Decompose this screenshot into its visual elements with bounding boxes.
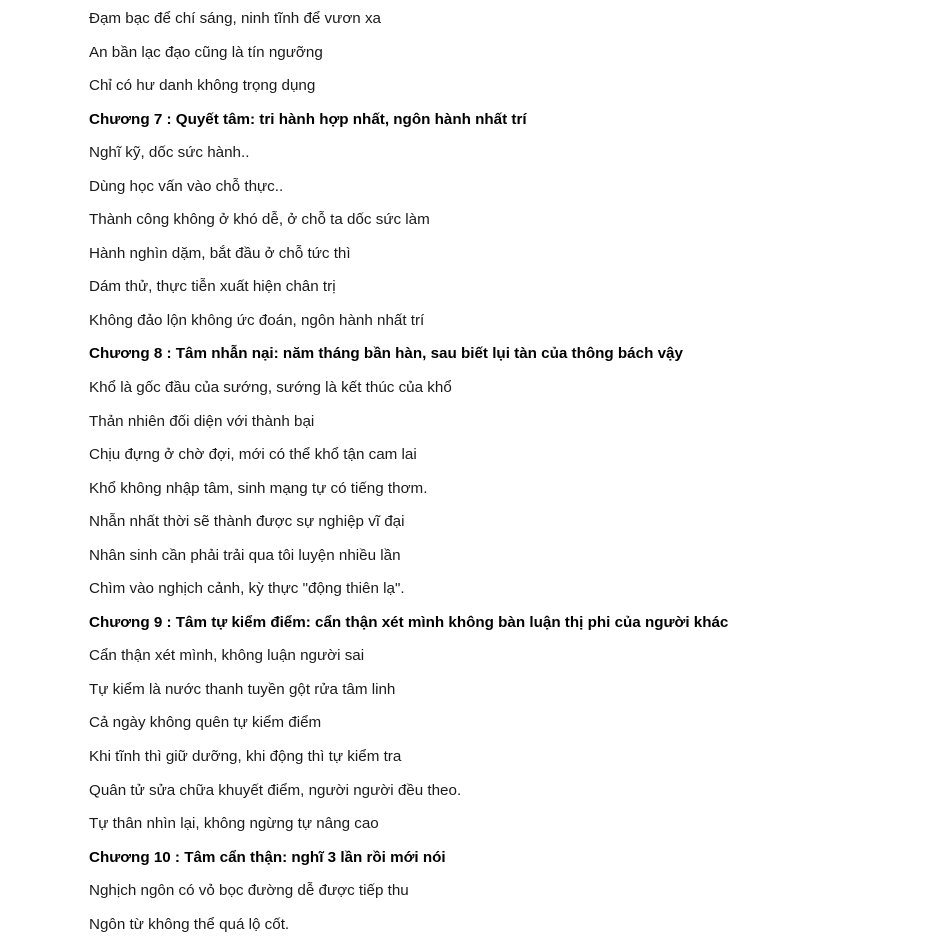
- text-line: Nghĩ kỹ, dốc sức hành..: [89, 144, 250, 162]
- text-line: Ngôn từ không thể quá lộ cốt.: [89, 915, 290, 933]
- text-line: Tự thân nhìn lại, không ngừng tự nâng cao: [89, 815, 379, 833]
- text-line: Cẩn thận xét mình, không luận người sai: [89, 647, 365, 665]
- text-line: Nhân sinh cần phải trải qua tôi luyện nhiều lần: [89, 546, 401, 564]
- text-line: Dám thử, thực tiễn xuất hiện chân trị: [89, 278, 336, 296]
- text-line: Quân tử sửa chữa khuyết điểm, người người đều theo.: [89, 781, 462, 799]
- text-line: Khi tĩnh thì giữ dưỡng, khi động thì tự kiểm tra: [89, 748, 402, 766]
- text-line: Khổ là gốc đầu của sướng, sướng là kết thúc của khổ: [89, 379, 452, 397]
- text-line: Tự kiểm là nước thanh tuyền gột rửa tâm linh: [89, 680, 396, 698]
- document-body: [89, 5, 929, 944]
- chapter-heading: Chương 8 : Tâm nhẫn nại: năm tháng bần hàn, sau biết lụi tàn của thông bách vậy: [89, 345, 683, 363]
- text-line: Không đảo lộn không ức đoán, ngôn hành nhất trí: [89, 311, 425, 329]
- text-line: Chìm vào nghịch cảnh, kỳ thực "động thiên lạ".: [89, 580, 405, 598]
- text-line: Dùng học vấn vào chỗ thực..: [89, 177, 284, 195]
- text-line: Hành nghìn dặm, bắt đầu ở chỗ tức thì: [89, 244, 351, 262]
- chapter-heading: Chương 10 : Tâm cẩn thận: nghĩ 3 lần rồi mới nói: [89, 848, 446, 866]
- text-line: Nghịch ngôn có vỏ bọc đường dễ được tiếp thu: [89, 882, 409, 900]
- text-line: Cả ngày không quên tự kiểm điểm: [89, 714, 322, 732]
- text-line: Khổ không nhập tâm, sinh mạng tự có tiếng thơm.: [89, 479, 428, 497]
- text-line: Chịu đựng ở chờ đợi, mới có thể khổ tận cam lai: [89, 446, 417, 464]
- text-line: Đạm bạc để chí sáng, ninh tĩnh để vươn xa: [89, 10, 381, 27]
- text-line: An bần lạc đạo cũng là tín ngưỡng: [89, 43, 323, 61]
- chapter-heading: Chương 7 : Quyết tâm: tri hành hợp nhất, ngôn hành nhất trí: [89, 110, 527, 128]
- text-line: Chỉ có hư danh không trọng dụng: [89, 77, 316, 95]
- text-line: Thành công không ở khó dễ, ở chỗ ta dốc sức làm: [89, 211, 430, 229]
- chapter-heading: Chương 9 : Tâm tự kiểm điểm: cẩn thận xét mình không bàn luận thị phi của người khác: [89, 613, 729, 631]
- text-line: Thản nhiên đối diện với thành bại: [89, 412, 315, 430]
- text-line: Nhẫn nhất thời sẽ thành được sự nghiệp vĩ đại: [89, 513, 405, 531]
